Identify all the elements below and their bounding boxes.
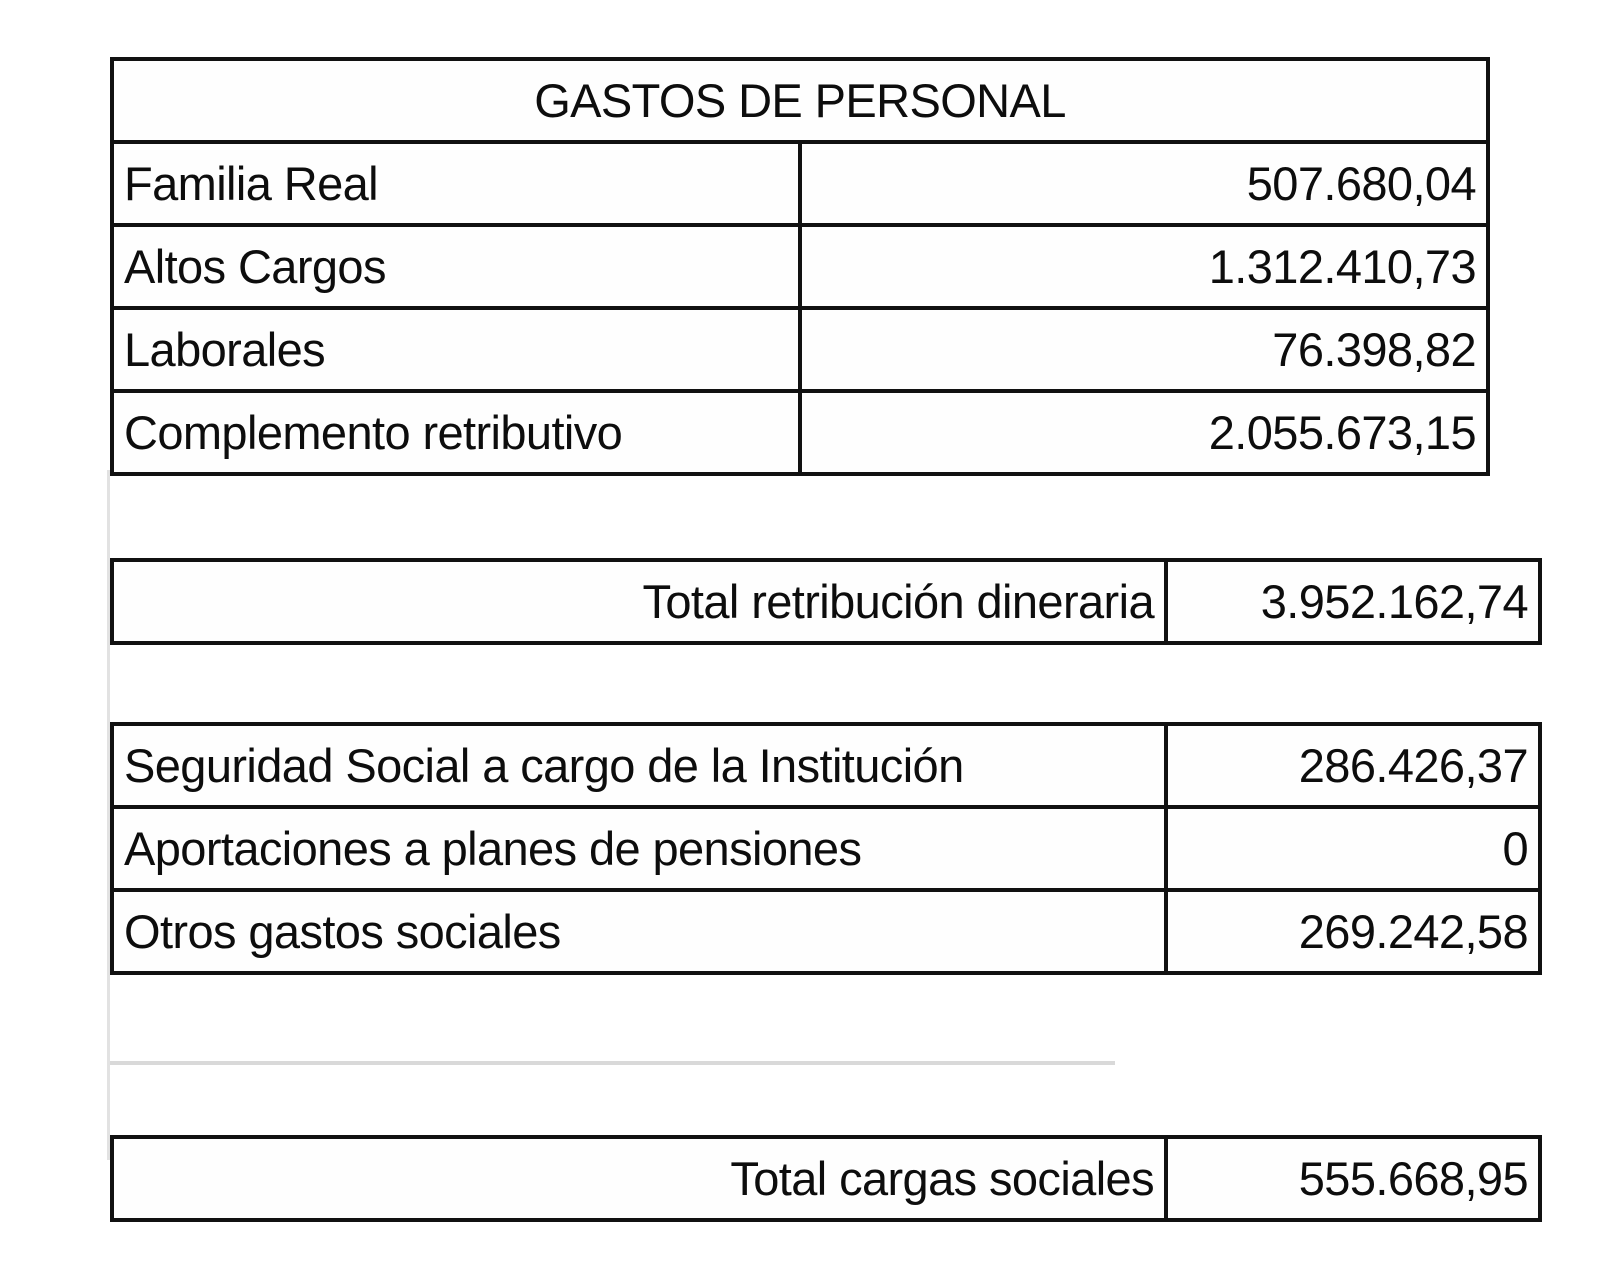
total-value-retribucion-dineraria: 3.952.162,74: [1166, 560, 1540, 643]
row-value-familia-real: 507.680,04: [800, 142, 1488, 225]
total-label-retribucion-dineraria: Total retribución dineraria: [112, 560, 1166, 643]
table-row-total[interactable]: [112, 560, 1540, 643]
table-row[interactable]: [112, 225, 1488, 308]
row-label-altos-cargos: Altos Cargos: [112, 225, 800, 308]
social-charges-table: [110, 722, 1542, 975]
total-label-cargas-sociales: Total cargas sociales: [112, 1137, 1166, 1220]
table-header-row: [112, 59, 1488, 142]
row-value-aportaciones-pensiones: 0: [1166, 807, 1540, 890]
row-value-complemento-retributivo: 2.055.673,15: [800, 391, 1488, 474]
total-value-cargas-sociales: 555.668,95: [1166, 1137, 1540, 1220]
row-label-complemento-retributivo: Complemento retributivo: [112, 391, 800, 474]
row-value-altos-cargos: 1.312.410,73: [800, 225, 1488, 308]
table-row[interactable]: [112, 724, 1540, 807]
personnel-expenses-table: [110, 57, 1490, 476]
row-label-familia-real: Familia Real: [112, 142, 800, 225]
total-social-charges-table: [110, 1135, 1542, 1222]
table-row[interactable]: [112, 807, 1540, 890]
table-row-total[interactable]: [112, 1137, 1540, 1220]
ghost-horizontal-gridline: [110, 1061, 1115, 1065]
table-row[interactable]: [112, 391, 1488, 474]
row-label-otros-gastos-sociales: Otros gastos sociales: [112, 890, 1166, 973]
row-value-laborales: 76.398,82: [800, 308, 1488, 391]
table-row[interactable]: [112, 308, 1488, 391]
row-value-seguridad-social: 286.426,37: [1166, 724, 1540, 807]
page-title: GASTOS DE PERSONAL: [112, 59, 1488, 142]
row-label-aportaciones-pensiones: Aportaciones a planes de pensiones: [112, 807, 1166, 890]
table-row[interactable]: [112, 890, 1540, 973]
total-monetary-remuneration-table: [110, 558, 1542, 645]
row-label-seguridad-social: Seguridad Social a cargo de la Institución: [112, 724, 1166, 807]
row-value-otros-gastos-sociales: 269.242,58: [1166, 890, 1540, 973]
row-label-laborales: Laborales: [112, 308, 800, 391]
table-row[interactable]: [112, 142, 1488, 225]
